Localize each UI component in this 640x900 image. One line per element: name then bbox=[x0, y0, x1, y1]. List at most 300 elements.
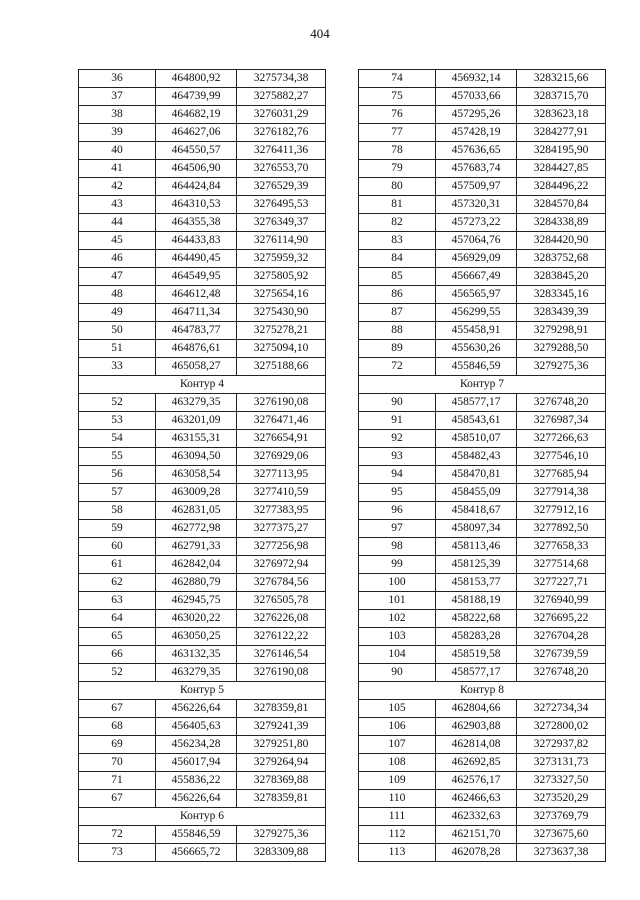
coordinate-row bbox=[79, 322, 326, 340]
y-coordinate-cell: 3275805,92 bbox=[237, 268, 326, 286]
coordinate-row bbox=[79, 106, 326, 124]
x-coordinate-cell: 458455,09 bbox=[436, 484, 517, 502]
point-number-cell: 103 bbox=[359, 628, 436, 646]
x-coordinate-cell: 462772,98 bbox=[156, 520, 237, 538]
x-coordinate-cell: 462842,04 bbox=[156, 556, 237, 574]
coordinate-row bbox=[359, 304, 606, 322]
x-coordinate-cell: 456299,55 bbox=[436, 304, 517, 322]
x-coordinate-cell: 464310,53 bbox=[156, 196, 237, 214]
point-number-cell: 95 bbox=[359, 484, 436, 502]
x-coordinate-cell: 463009,28 bbox=[156, 484, 237, 502]
point-number-cell: 50 bbox=[79, 322, 156, 340]
contour-header-row bbox=[79, 808, 326, 826]
point-number-cell: 60 bbox=[79, 538, 156, 556]
x-coordinate-cell: 458543,61 bbox=[436, 412, 517, 430]
y-coordinate-cell: 3284570,84 bbox=[517, 196, 606, 214]
y-coordinate-cell: 3276190,08 bbox=[237, 394, 326, 412]
y-coordinate-cell: 3273769,79 bbox=[517, 808, 606, 826]
point-number-cell: 110 bbox=[359, 790, 436, 808]
x-coordinate-cell: 456226,64 bbox=[156, 790, 237, 808]
x-coordinate-cell: 457320,31 bbox=[436, 196, 517, 214]
point-number-cell: 87 bbox=[359, 304, 436, 322]
point-number-cell: 68 bbox=[79, 718, 156, 736]
y-coordinate-cell: 3277375,27 bbox=[237, 520, 326, 538]
y-coordinate-cell: 3275278,21 bbox=[237, 322, 326, 340]
x-coordinate-cell: 458125,39 bbox=[436, 556, 517, 574]
y-coordinate-cell: 3277912,16 bbox=[517, 502, 606, 520]
x-coordinate-cell: 456234,28 bbox=[156, 736, 237, 754]
point-number-cell: 82 bbox=[359, 214, 436, 232]
coordinate-row bbox=[79, 520, 326, 538]
coordinate-row bbox=[359, 430, 606, 448]
point-number-cell: 106 bbox=[359, 718, 436, 736]
x-coordinate-cell: 457683,74 bbox=[436, 160, 517, 178]
coordinate-row bbox=[79, 394, 326, 412]
point-number-cell: 109 bbox=[359, 772, 436, 790]
x-coordinate-cell: 458470,81 bbox=[436, 466, 517, 484]
point-number-cell: 59 bbox=[79, 520, 156, 538]
coordinate-row bbox=[79, 286, 326, 304]
y-coordinate-cell: 3272800,02 bbox=[517, 718, 606, 736]
point-number-cell: 90 bbox=[359, 664, 436, 682]
y-coordinate-cell: 3275734,38 bbox=[237, 70, 326, 88]
x-coordinate-cell: 458482,43 bbox=[436, 448, 517, 466]
x-coordinate-cell: 458113,46 bbox=[436, 538, 517, 556]
x-coordinate-cell: 457273,22 bbox=[436, 214, 517, 232]
x-coordinate-cell: 457064,76 bbox=[436, 232, 517, 250]
x-coordinate-cell: 457509,97 bbox=[436, 178, 517, 196]
y-coordinate-cell: 3275430,90 bbox=[237, 304, 326, 322]
coordinate-row bbox=[79, 718, 326, 736]
point-number-cell: 36 bbox=[79, 70, 156, 88]
y-coordinate-cell: 3279264,94 bbox=[237, 754, 326, 772]
coordinate-row bbox=[79, 412, 326, 430]
coordinate-row bbox=[359, 286, 606, 304]
coordinate-row bbox=[359, 646, 606, 664]
y-coordinate-cell: 3279251,80 bbox=[237, 736, 326, 754]
coordinate-row bbox=[359, 340, 606, 358]
x-coordinate-cell: 457636,65 bbox=[436, 142, 517, 160]
x-coordinate-cell: 464424,84 bbox=[156, 178, 237, 196]
coordinate-row bbox=[79, 826, 326, 844]
x-coordinate-cell: 462151,70 bbox=[436, 826, 517, 844]
x-coordinate-cell: 455836,22 bbox=[156, 772, 237, 790]
x-coordinate-cell: 462692,85 bbox=[436, 754, 517, 772]
x-coordinate-cell: 458283,28 bbox=[436, 628, 517, 646]
x-coordinate-cell: 464739,99 bbox=[156, 88, 237, 106]
coordinate-row bbox=[359, 700, 606, 718]
x-coordinate-cell: 464783,77 bbox=[156, 322, 237, 340]
point-number-cell: 75 bbox=[359, 88, 436, 106]
y-coordinate-cell: 3275882,27 bbox=[237, 88, 326, 106]
point-number-cell: 98 bbox=[359, 538, 436, 556]
y-coordinate-cell: 3277227,71 bbox=[517, 574, 606, 592]
y-coordinate-cell: 3273327,50 bbox=[517, 772, 606, 790]
y-coordinate-cell: 3272937,82 bbox=[517, 736, 606, 754]
coordinate-row bbox=[359, 592, 606, 610]
point-number-cell: 85 bbox=[359, 268, 436, 286]
point-number-cell: 48 bbox=[79, 286, 156, 304]
y-coordinate-cell: 3278359,81 bbox=[237, 700, 326, 718]
coordinate-row bbox=[359, 322, 606, 340]
coordinate-row bbox=[79, 232, 326, 250]
point-number-cell: 102 bbox=[359, 610, 436, 628]
contour-label: Контур 8 bbox=[359, 682, 606, 700]
coordinate-row bbox=[359, 268, 606, 286]
y-coordinate-cell: 3276182,76 bbox=[237, 124, 326, 142]
x-coordinate-cell: 455630,26 bbox=[436, 340, 517, 358]
x-coordinate-cell: 455846,59 bbox=[156, 826, 237, 844]
x-coordinate-cell: 463279,35 bbox=[156, 394, 237, 412]
y-coordinate-cell: 3276411,36 bbox=[237, 142, 326, 160]
point-number-cell: 43 bbox=[79, 196, 156, 214]
y-coordinate-cell: 3276031,29 bbox=[237, 106, 326, 124]
point-number-cell: 113 bbox=[359, 844, 436, 862]
y-coordinate-cell: 3276987,34 bbox=[517, 412, 606, 430]
y-coordinate-cell: 3276529,39 bbox=[237, 178, 326, 196]
y-coordinate-cell: 3283715,70 bbox=[517, 88, 606, 106]
y-coordinate-cell: 3276146,54 bbox=[237, 646, 326, 664]
x-coordinate-cell: 457033,66 bbox=[436, 88, 517, 106]
coordinate-row bbox=[79, 700, 326, 718]
y-coordinate-cell: 3276505,78 bbox=[237, 592, 326, 610]
point-number-cell: 66 bbox=[79, 646, 156, 664]
point-number-cell: 80 bbox=[359, 178, 436, 196]
y-coordinate-cell: 3276190,08 bbox=[237, 664, 326, 682]
y-coordinate-cell: 3273637,38 bbox=[517, 844, 606, 862]
coordinate-row bbox=[79, 592, 326, 610]
coordinate-row bbox=[359, 178, 606, 196]
coordinate-row bbox=[359, 232, 606, 250]
y-coordinate-cell: 3276784,56 bbox=[237, 574, 326, 592]
coordinate-row bbox=[79, 736, 326, 754]
point-number-cell: 72 bbox=[79, 826, 156, 844]
point-number-cell: 83 bbox=[359, 232, 436, 250]
x-coordinate-cell: 462466,63 bbox=[436, 790, 517, 808]
coordinate-row bbox=[359, 124, 606, 142]
coordinate-row bbox=[79, 610, 326, 628]
coordinate-row bbox=[359, 88, 606, 106]
x-coordinate-cell: 458097,34 bbox=[436, 520, 517, 538]
y-coordinate-cell: 3279241,39 bbox=[237, 718, 326, 736]
y-coordinate-cell: 3276114,90 bbox=[237, 232, 326, 250]
coordinate-row bbox=[359, 538, 606, 556]
point-number-cell: 90 bbox=[359, 394, 436, 412]
coordinate-row bbox=[359, 736, 606, 754]
coordinate-row bbox=[359, 448, 606, 466]
y-coordinate-cell: 3276495,53 bbox=[237, 196, 326, 214]
x-coordinate-cell: 462332,63 bbox=[436, 808, 517, 826]
coordinate-row bbox=[359, 790, 606, 808]
point-number-cell: 97 bbox=[359, 520, 436, 538]
point-number-cell: 89 bbox=[359, 340, 436, 358]
coordinate-row bbox=[79, 484, 326, 502]
y-coordinate-cell: 3284496,22 bbox=[517, 178, 606, 196]
x-coordinate-cell: 464800,92 bbox=[156, 70, 237, 88]
point-number-cell: 99 bbox=[359, 556, 436, 574]
point-number-cell: 105 bbox=[359, 700, 436, 718]
x-coordinate-cell: 462576,17 bbox=[436, 772, 517, 790]
y-coordinate-cell: 3284427,85 bbox=[517, 160, 606, 178]
x-coordinate-cell: 464433,83 bbox=[156, 232, 237, 250]
point-number-cell: 62 bbox=[79, 574, 156, 592]
point-number-cell: 37 bbox=[79, 88, 156, 106]
coordinate-row bbox=[359, 628, 606, 646]
y-coordinate-cell: 3275094,10 bbox=[237, 340, 326, 358]
y-coordinate-cell: 3279275,36 bbox=[517, 358, 606, 376]
y-coordinate-cell: 3277914,38 bbox=[517, 484, 606, 502]
y-coordinate-cell: 3276471,46 bbox=[237, 412, 326, 430]
coordinate-row bbox=[79, 664, 326, 682]
coordinate-row bbox=[359, 574, 606, 592]
point-number-cell: 56 bbox=[79, 466, 156, 484]
coordinate-row bbox=[79, 844, 326, 862]
x-coordinate-cell: 464550,57 bbox=[156, 142, 237, 160]
x-coordinate-cell: 458153,77 bbox=[436, 574, 517, 592]
point-number-cell: 79 bbox=[359, 160, 436, 178]
point-number-cell: 86 bbox=[359, 286, 436, 304]
x-coordinate-cell: 463094,50 bbox=[156, 448, 237, 466]
coordinate-row bbox=[79, 448, 326, 466]
point-number-cell: 96 bbox=[359, 502, 436, 520]
point-number-cell: 53 bbox=[79, 412, 156, 430]
coordinate-row bbox=[79, 772, 326, 790]
y-coordinate-cell: 3276122,22 bbox=[237, 628, 326, 646]
coordinates-table-left bbox=[78, 69, 326, 862]
coordinate-row bbox=[79, 340, 326, 358]
y-coordinate-cell: 3275654,16 bbox=[237, 286, 326, 304]
x-coordinate-cell: 456665,72 bbox=[156, 844, 237, 862]
y-coordinate-cell: 3276553,70 bbox=[237, 160, 326, 178]
point-number-cell: 93 bbox=[359, 448, 436, 466]
point-number-cell: 94 bbox=[359, 466, 436, 484]
x-coordinate-cell: 463155,31 bbox=[156, 430, 237, 448]
y-coordinate-cell: 3277410,59 bbox=[237, 484, 326, 502]
coordinate-row bbox=[359, 754, 606, 772]
point-number-cell: 67 bbox=[79, 700, 156, 718]
point-number-cell: 40 bbox=[79, 142, 156, 160]
y-coordinate-cell: 3283215,66 bbox=[517, 70, 606, 88]
coordinate-row bbox=[359, 718, 606, 736]
coordinate-row bbox=[359, 610, 606, 628]
x-coordinate-cell: 462791,33 bbox=[156, 538, 237, 556]
x-coordinate-cell: 456929,09 bbox=[436, 250, 517, 268]
x-coordinate-cell: 463020,22 bbox=[156, 610, 237, 628]
point-number-cell: 52 bbox=[79, 664, 156, 682]
coordinate-row bbox=[79, 358, 326, 376]
coordinate-row bbox=[79, 88, 326, 106]
y-coordinate-cell: 3277266,63 bbox=[517, 430, 606, 448]
point-number-cell: 39 bbox=[79, 124, 156, 142]
x-coordinate-cell: 464876,61 bbox=[156, 340, 237, 358]
coordinate-row bbox=[359, 664, 606, 682]
coordinate-row bbox=[359, 394, 606, 412]
x-coordinate-cell: 458519,58 bbox=[436, 646, 517, 664]
point-number-cell: 38 bbox=[79, 106, 156, 124]
x-coordinate-cell: 458577,17 bbox=[436, 664, 517, 682]
x-coordinate-cell: 463279,35 bbox=[156, 664, 237, 682]
point-number-cell: 57 bbox=[79, 484, 156, 502]
coordinate-row bbox=[79, 466, 326, 484]
contour-label: Контур 6 bbox=[79, 808, 326, 826]
point-number-cell: 88 bbox=[359, 322, 436, 340]
coordinate-row bbox=[79, 430, 326, 448]
y-coordinate-cell: 3276739,59 bbox=[517, 646, 606, 664]
contour-label: Контур 7 bbox=[359, 376, 606, 394]
x-coordinate-cell: 463050,25 bbox=[156, 628, 237, 646]
x-coordinate-cell: 456667,49 bbox=[436, 268, 517, 286]
point-number-cell: 65 bbox=[79, 628, 156, 646]
x-coordinate-cell: 458188,19 bbox=[436, 592, 517, 610]
coordinate-row bbox=[359, 160, 606, 178]
point-number-cell: 71 bbox=[79, 772, 156, 790]
x-coordinate-cell: 462903,88 bbox=[436, 718, 517, 736]
contour-header-row bbox=[79, 682, 326, 700]
point-number-cell: 76 bbox=[359, 106, 436, 124]
y-coordinate-cell: 3275188,66 bbox=[237, 358, 326, 376]
coordinate-row bbox=[359, 214, 606, 232]
coordinate-row bbox=[79, 304, 326, 322]
coordinate-row bbox=[79, 178, 326, 196]
y-coordinate-cell: 3276704,28 bbox=[517, 628, 606, 646]
point-number-cell: 41 bbox=[79, 160, 156, 178]
y-coordinate-cell: 3276226,08 bbox=[237, 610, 326, 628]
x-coordinate-cell: 464490,45 bbox=[156, 250, 237, 268]
y-coordinate-cell: 3272734,34 bbox=[517, 700, 606, 718]
x-coordinate-cell: 464682,19 bbox=[156, 106, 237, 124]
point-number-cell: 77 bbox=[359, 124, 436, 142]
contour-header-row bbox=[359, 376, 606, 394]
x-coordinate-cell: 456932,14 bbox=[436, 70, 517, 88]
y-coordinate-cell: 3277892,50 bbox=[517, 520, 606, 538]
y-coordinate-cell: 3277546,10 bbox=[517, 448, 606, 466]
coordinate-row bbox=[359, 844, 606, 862]
point-number-cell: 55 bbox=[79, 448, 156, 466]
x-coordinate-cell: 463132,35 bbox=[156, 646, 237, 664]
y-coordinate-cell: 3276929,06 bbox=[237, 448, 326, 466]
point-number-cell: 91 bbox=[359, 412, 436, 430]
x-coordinate-cell: 465058,27 bbox=[156, 358, 237, 376]
point-number-cell: 51 bbox=[79, 340, 156, 358]
y-coordinate-cell: 3277113,95 bbox=[237, 466, 326, 484]
coordinate-row bbox=[79, 502, 326, 520]
coordinate-row bbox=[79, 124, 326, 142]
point-number-cell: 63 bbox=[79, 592, 156, 610]
point-number-cell: 54 bbox=[79, 430, 156, 448]
y-coordinate-cell: 3277383,95 bbox=[237, 502, 326, 520]
x-coordinate-cell: 456405,63 bbox=[156, 718, 237, 736]
y-coordinate-cell: 3276972,94 bbox=[237, 556, 326, 574]
y-coordinate-cell: 3277685,94 bbox=[517, 466, 606, 484]
y-coordinate-cell: 3278359,81 bbox=[237, 790, 326, 808]
point-number-cell: 100 bbox=[359, 574, 436, 592]
x-coordinate-cell: 455458,91 bbox=[436, 322, 517, 340]
point-number-cell: 69 bbox=[79, 736, 156, 754]
y-coordinate-cell: 3284195,90 bbox=[517, 142, 606, 160]
x-coordinate-cell: 455846,59 bbox=[436, 358, 517, 376]
y-coordinate-cell: 3276349,37 bbox=[237, 214, 326, 232]
y-coordinate-cell: 3273131,73 bbox=[517, 754, 606, 772]
coordinate-row bbox=[79, 574, 326, 592]
coordinate-row bbox=[79, 646, 326, 664]
y-coordinate-cell: 3283345,16 bbox=[517, 286, 606, 304]
x-coordinate-cell: 458510,07 bbox=[436, 430, 517, 448]
point-number-cell: 42 bbox=[79, 178, 156, 196]
y-coordinate-cell: 3273675,60 bbox=[517, 826, 606, 844]
point-number-cell: 45 bbox=[79, 232, 156, 250]
x-coordinate-cell: 458418,67 bbox=[436, 502, 517, 520]
x-coordinate-cell: 464549,95 bbox=[156, 268, 237, 286]
coordinate-row bbox=[359, 412, 606, 430]
point-number-cell: 73 bbox=[79, 844, 156, 862]
coordinate-row bbox=[79, 142, 326, 160]
coordinate-row bbox=[79, 556, 326, 574]
point-number-cell: 67 bbox=[79, 790, 156, 808]
page-number: 404 bbox=[310, 26, 330, 41]
coordinate-row bbox=[359, 502, 606, 520]
x-coordinate-cell: 464627,06 bbox=[156, 124, 237, 142]
point-number-cell: 70 bbox=[79, 754, 156, 772]
y-coordinate-cell: 3273520,29 bbox=[517, 790, 606, 808]
y-coordinate-cell: 3279298,91 bbox=[517, 322, 606, 340]
contour-label: Контур 5 bbox=[79, 682, 326, 700]
point-number-cell: 92 bbox=[359, 430, 436, 448]
x-coordinate-cell: 456017,94 bbox=[156, 754, 237, 772]
coordinates-table-right bbox=[358, 69, 606, 862]
coordinate-row bbox=[79, 628, 326, 646]
point-number-cell: 52 bbox=[79, 394, 156, 412]
x-coordinate-cell: 457428,19 bbox=[436, 124, 517, 142]
coordinate-row bbox=[359, 520, 606, 538]
x-coordinate-cell: 462945,75 bbox=[156, 592, 237, 610]
y-coordinate-cell: 3277514,68 bbox=[517, 556, 606, 574]
point-number-cell: 44 bbox=[79, 214, 156, 232]
point-number-cell: 107 bbox=[359, 736, 436, 754]
y-coordinate-cell: 3283309,88 bbox=[237, 844, 326, 862]
coordinate-row bbox=[359, 142, 606, 160]
point-number-cell: 74 bbox=[359, 70, 436, 88]
x-coordinate-cell: 456226,64 bbox=[156, 700, 237, 718]
y-coordinate-cell: 3275959,32 bbox=[237, 250, 326, 268]
contour-header-row bbox=[359, 682, 606, 700]
x-coordinate-cell: 462078,28 bbox=[436, 844, 517, 862]
y-coordinate-cell: 3276695,22 bbox=[517, 610, 606, 628]
coordinate-row bbox=[359, 106, 606, 124]
coordinate-row bbox=[359, 772, 606, 790]
coordinate-row bbox=[359, 808, 606, 826]
x-coordinate-cell: 458222,68 bbox=[436, 610, 517, 628]
y-coordinate-cell: 3276748,20 bbox=[517, 664, 606, 682]
x-coordinate-cell: 462831,05 bbox=[156, 502, 237, 520]
point-number-cell: 72 bbox=[359, 358, 436, 376]
x-coordinate-cell: 463058,54 bbox=[156, 466, 237, 484]
point-number-cell: 78 bbox=[359, 142, 436, 160]
coordinate-row bbox=[359, 250, 606, 268]
x-coordinate-cell: 464355,38 bbox=[156, 214, 237, 232]
y-coordinate-cell: 3284277,91 bbox=[517, 124, 606, 142]
coordinate-row bbox=[359, 196, 606, 214]
x-coordinate-cell: 457295,26 bbox=[436, 106, 517, 124]
coordinate-row bbox=[359, 826, 606, 844]
point-number-cell: 64 bbox=[79, 610, 156, 628]
y-coordinate-cell: 3284338,89 bbox=[517, 214, 606, 232]
x-coordinate-cell: 462880,79 bbox=[156, 574, 237, 592]
coordinate-row bbox=[79, 268, 326, 286]
coordinate-row bbox=[79, 790, 326, 808]
coordinate-row bbox=[79, 70, 326, 88]
contour-label: Контур 4 bbox=[79, 376, 326, 394]
x-coordinate-cell: 456565,97 bbox=[436, 286, 517, 304]
